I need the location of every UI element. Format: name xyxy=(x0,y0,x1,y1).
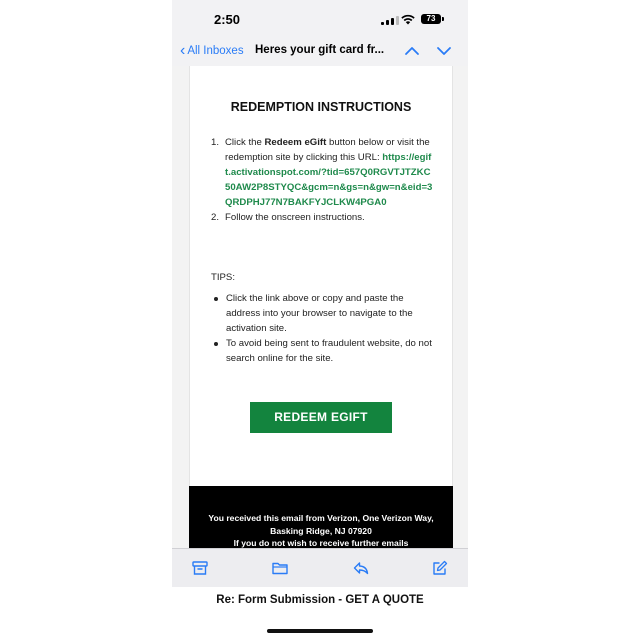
tip-item xyxy=(214,336,436,366)
email-card xyxy=(189,66,453,486)
back-label: All Inboxes xyxy=(187,45,244,57)
email-subject: Heres your gift card fr... xyxy=(255,44,385,56)
bullet-icon xyxy=(214,342,218,346)
mail-nav-bar xyxy=(172,40,468,67)
step-1-text-end: button below or visit the redemption site by clicking this URL: xyxy=(225,137,430,163)
phone-screen xyxy=(172,0,468,640)
compose-icon[interactable] xyxy=(431,559,449,577)
step-1-bold: Redeem eGift xyxy=(264,137,327,148)
step-2-number: 2. xyxy=(211,212,220,223)
step-2 xyxy=(211,210,433,225)
bullet-icon xyxy=(214,297,218,301)
battery-icon: 73 xyxy=(421,14,441,24)
tips-label: TIPS: xyxy=(211,272,235,283)
wifi-icon xyxy=(400,13,416,25)
email-footer xyxy=(189,486,453,548)
redemption-url-link[interactable]: https://egift.activationspot.com/?tid=657Q0RGVTJTZKC50AW2P8STYQC&gcm=n&gs=n&gw=n&eid=3QRDPHJ77N7BAKFYJCLKW4PGA0 xyxy=(225,152,433,208)
mail-toolbar xyxy=(172,548,468,587)
instruction-steps xyxy=(211,135,433,225)
redeem-egift-button[interactable]: REDEEM EGIFT xyxy=(250,402,392,433)
tip-2-text: To avoid being sent to fraudulent website, do not search online for the site. xyxy=(226,338,432,364)
tips-list xyxy=(214,291,436,366)
next-message-button[interactable] xyxy=(435,42,453,60)
status-bar xyxy=(172,0,468,40)
status-time: 2:50 xyxy=(214,12,241,27)
instructions-heading: REDEMPTION INSTRUCTIONS xyxy=(230,100,412,114)
step-1-text-start: Click the xyxy=(225,137,265,148)
home-indicator[interactable] xyxy=(267,629,373,633)
reply-icon[interactable] xyxy=(352,559,370,577)
step-2-text: Follow the onscreen instructions. xyxy=(225,212,365,223)
tip-item xyxy=(214,291,436,336)
archive-icon[interactable] xyxy=(191,559,209,577)
tip-1-text: Click the link above or copy and paste the address into your browser to navigate to the activation site. xyxy=(226,293,413,334)
chevron-left-icon: ‹ xyxy=(180,42,186,59)
back-button[interactable] xyxy=(180,43,244,59)
previous-message-button[interactable] xyxy=(403,42,421,60)
footer-sender-info: You received this email from Verizon, One Verizon Way, Basking Ridge, NJ 07920 xyxy=(208,513,434,536)
email-body[interactable] xyxy=(172,66,468,548)
cellular-signal-icon xyxy=(381,16,399,25)
draft-subject-bar[interactable]: Re: Form Submission - GET A QUOTE xyxy=(216,594,424,606)
step-1 xyxy=(211,135,433,210)
footer-unsubscribe-text: If you do not wish to receive further emails xyxy=(233,538,409,548)
step-1-number: 1. xyxy=(211,137,220,148)
folder-icon[interactable] xyxy=(271,559,289,577)
